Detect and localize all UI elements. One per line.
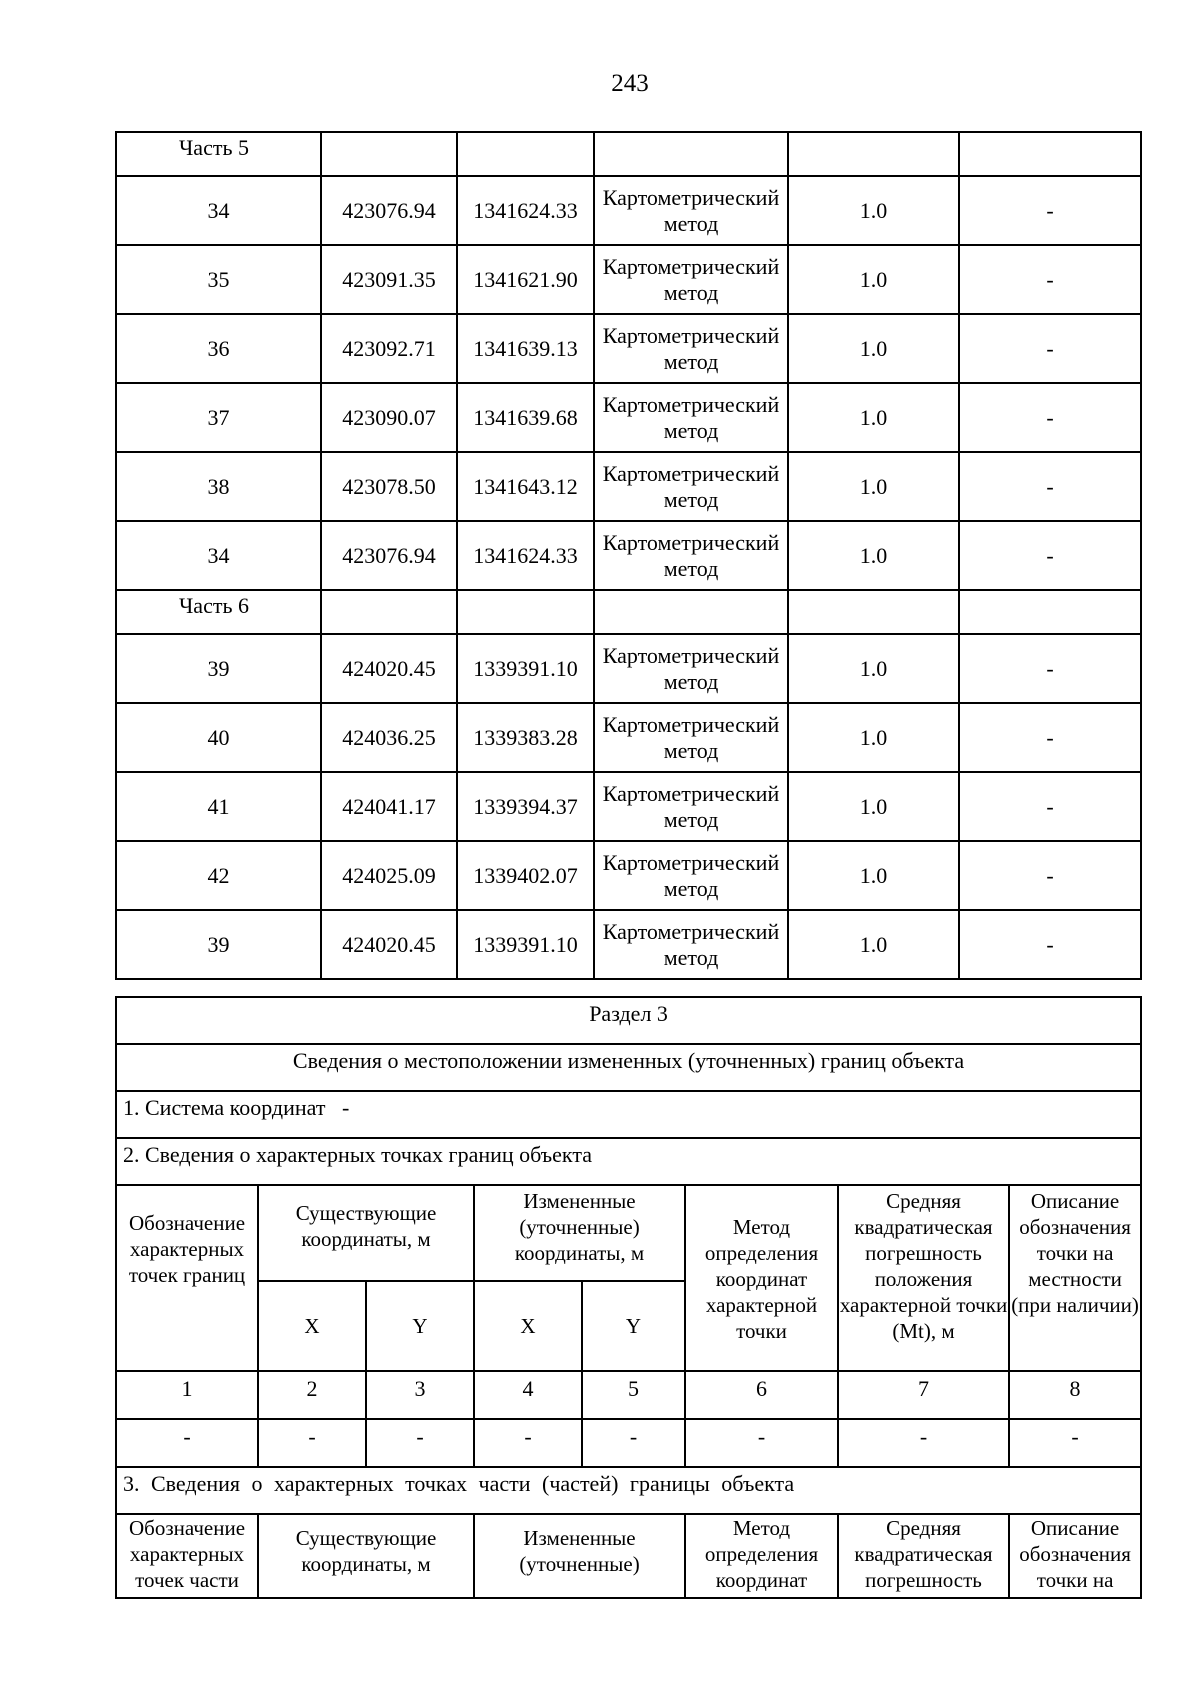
method: Картометрический метод bbox=[594, 521, 788, 590]
y-coordinate: 1341639.68 bbox=[457, 383, 594, 452]
empty-cell: - bbox=[582, 1419, 685, 1467]
method: Картометрический метод bbox=[594, 841, 788, 910]
method: Картометрический метод bbox=[594, 452, 788, 521]
method: Картометрический метод bbox=[594, 910, 788, 979]
column-number: 6 bbox=[685, 1371, 838, 1419]
part-label: Часть 5 bbox=[116, 132, 321, 176]
point-number: 36 bbox=[116, 314, 321, 383]
accuracy: 1.0 bbox=[788, 521, 959, 590]
table-row bbox=[116, 634, 1141, 703]
y-coordinate: 1341624.33 bbox=[457, 176, 594, 245]
header-changed-y: Y bbox=[582, 1281, 685, 1371]
accuracy: 1.0 bbox=[788, 910, 959, 979]
description: - bbox=[959, 841, 1141, 910]
section-3-table bbox=[115, 996, 1142, 1599]
column-number: 1 bbox=[116, 1371, 258, 1419]
parts-header-changed: Измененные (уточненные) bbox=[474, 1514, 685, 1598]
point-number: 40 bbox=[116, 703, 321, 772]
table-row bbox=[116, 703, 1141, 772]
empty-cell bbox=[321, 132, 457, 176]
point-number: 34 bbox=[116, 176, 321, 245]
empty-cell bbox=[594, 132, 788, 176]
column-number: 2 bbox=[258, 1371, 366, 1419]
header-accuracy: Средняя квадратическая погрешность положения характерной точки (Mt), м bbox=[838, 1185, 1009, 1371]
parts-header-description: Описание обозначения точки на bbox=[1009, 1514, 1141, 1598]
accuracy: 1.0 bbox=[788, 176, 959, 245]
description: - bbox=[959, 521, 1141, 590]
accuracy: 1.0 bbox=[788, 245, 959, 314]
empty-cell bbox=[457, 132, 594, 176]
table-row bbox=[116, 841, 1141, 910]
parts-header-accuracy: Средняя квадратическая погрешность bbox=[838, 1514, 1009, 1598]
empty-cell: - bbox=[258, 1419, 366, 1467]
points-heading: 2. Сведения о характерных точках границ объекта bbox=[116, 1138, 1141, 1185]
accuracy: 1.0 bbox=[788, 634, 959, 703]
point-number: 34 bbox=[116, 521, 321, 590]
accuracy: 1.0 bbox=[788, 383, 959, 452]
point-number: 39 bbox=[116, 634, 321, 703]
point-number: 42 bbox=[116, 841, 321, 910]
accuracy: 1.0 bbox=[788, 703, 959, 772]
empty-cell: - bbox=[838, 1419, 1009, 1467]
point-number: 41 bbox=[116, 772, 321, 841]
y-coordinate: 1339402.07 bbox=[457, 841, 594, 910]
empty-cell: - bbox=[366, 1419, 474, 1467]
section-title: Раздел 3 bbox=[116, 997, 1141, 1044]
x-coordinate: 423078.50 bbox=[321, 452, 457, 521]
empty-cell bbox=[959, 590, 1141, 634]
column-number: 5 bbox=[582, 1371, 685, 1419]
table-row bbox=[116, 383, 1141, 452]
description: - bbox=[959, 772, 1141, 841]
point-number: 37 bbox=[116, 383, 321, 452]
method: Картометрический метод bbox=[594, 383, 788, 452]
y-coordinate: 1339394.37 bbox=[457, 772, 594, 841]
section-subtitle: Сведения о местоположении измененных (уточненных) границ объекта bbox=[116, 1044, 1141, 1091]
method: Картометрический метод bbox=[594, 634, 788, 703]
empty-cell: - bbox=[474, 1419, 582, 1467]
y-coordinate: 1341624.33 bbox=[457, 521, 594, 590]
part-row bbox=[116, 132, 1141, 176]
x-coordinate: 423091.35 bbox=[321, 245, 457, 314]
accuracy: 1.0 bbox=[788, 452, 959, 521]
column-number: 7 bbox=[838, 1371, 1009, 1419]
table-row bbox=[116, 452, 1141, 521]
x-coordinate: 424036.25 bbox=[321, 703, 457, 772]
description: - bbox=[959, 634, 1141, 703]
x-coordinate: 424020.45 bbox=[321, 634, 457, 703]
coordinates-table bbox=[115, 131, 1142, 980]
table-row bbox=[116, 176, 1141, 245]
header-method: Метод определения координат характерной точки bbox=[685, 1185, 838, 1371]
column-number: 4 bbox=[474, 1371, 582, 1419]
empty-cell bbox=[457, 590, 594, 634]
description: - bbox=[959, 245, 1141, 314]
y-coordinate: 1339391.10 bbox=[457, 910, 594, 979]
description: - bbox=[959, 383, 1141, 452]
header-changed-x: X bbox=[474, 1281, 582, 1371]
empty-cell: - bbox=[116, 1419, 258, 1467]
empty-cell bbox=[959, 132, 1141, 176]
parts-header-designation: Обозначение характерных точек части bbox=[116, 1514, 258, 1598]
x-coordinate: 424041.17 bbox=[321, 772, 457, 841]
x-coordinate: 424025.09 bbox=[321, 841, 457, 910]
y-coordinate: 1341643.12 bbox=[457, 452, 594, 521]
method: Картометрический метод bbox=[594, 772, 788, 841]
accuracy: 1.0 bbox=[788, 772, 959, 841]
header-existing-x: X bbox=[258, 1281, 366, 1371]
coordinate-system: 1. Система координат - bbox=[116, 1091, 1141, 1138]
description: - bbox=[959, 910, 1141, 979]
description: - bbox=[959, 314, 1141, 383]
point-number: 38 bbox=[116, 452, 321, 521]
parts-header-existing: Существующие координаты, м bbox=[258, 1514, 474, 1598]
header-existing-y: Y bbox=[366, 1281, 474, 1371]
header-existing-coordinates: Существующие координаты, м bbox=[258, 1185, 474, 1281]
y-coordinate: 1339391.10 bbox=[457, 634, 594, 703]
accuracy: 1.0 bbox=[788, 841, 959, 910]
empty-cell bbox=[321, 590, 457, 634]
table-row bbox=[116, 910, 1141, 979]
part-label: Часть 6 bbox=[116, 590, 321, 634]
empty-cell: - bbox=[1009, 1419, 1141, 1467]
accuracy: 1.0 bbox=[788, 314, 959, 383]
column-number: 3 bbox=[366, 1371, 474, 1419]
method: Картометрический метод bbox=[594, 703, 788, 772]
description: - bbox=[959, 176, 1141, 245]
page-number: 243 bbox=[611, 70, 649, 97]
method: Картометрический метод bbox=[594, 245, 788, 314]
point-number: 39 bbox=[116, 910, 321, 979]
table-row bbox=[116, 245, 1141, 314]
y-coordinate: 1339383.28 bbox=[457, 703, 594, 772]
parts-heading: 3. Сведения о характерных точках части (частей) границы объекта bbox=[116, 1467, 1141, 1514]
description: - bbox=[959, 452, 1141, 521]
table-row bbox=[116, 314, 1141, 383]
point-number: 35 bbox=[116, 245, 321, 314]
x-coordinate: 423076.94 bbox=[321, 176, 457, 245]
description: - bbox=[959, 703, 1141, 772]
part-row bbox=[116, 590, 1141, 634]
table-row bbox=[116, 772, 1141, 841]
empty-cell bbox=[788, 132, 959, 176]
header-designation: Обозначение характерных точек границ bbox=[116, 1185, 258, 1371]
x-coordinate: 423076.94 bbox=[321, 521, 457, 590]
y-coordinate: 1341639.13 bbox=[457, 314, 594, 383]
y-coordinate: 1341621.90 bbox=[457, 245, 594, 314]
x-coordinate: 423090.07 bbox=[321, 383, 457, 452]
header-description: Описание обозначения точки на местности (при наличии) bbox=[1009, 1185, 1141, 1371]
parts-header-method: Метод определения координат bbox=[685, 1514, 838, 1598]
method: Картометрический метод bbox=[594, 176, 788, 245]
empty-cell: - bbox=[685, 1419, 838, 1467]
header-changed-coordinates: Измененные (уточненные) координаты, м bbox=[474, 1185, 685, 1281]
method: Картометрический метод bbox=[594, 314, 788, 383]
column-number: 8 bbox=[1009, 1371, 1141, 1419]
x-coordinate: 424020.45 bbox=[321, 910, 457, 979]
empty-cell bbox=[594, 590, 788, 634]
x-coordinate: 423092.71 bbox=[321, 314, 457, 383]
table-row bbox=[116, 521, 1141, 590]
empty-cell bbox=[788, 590, 959, 634]
